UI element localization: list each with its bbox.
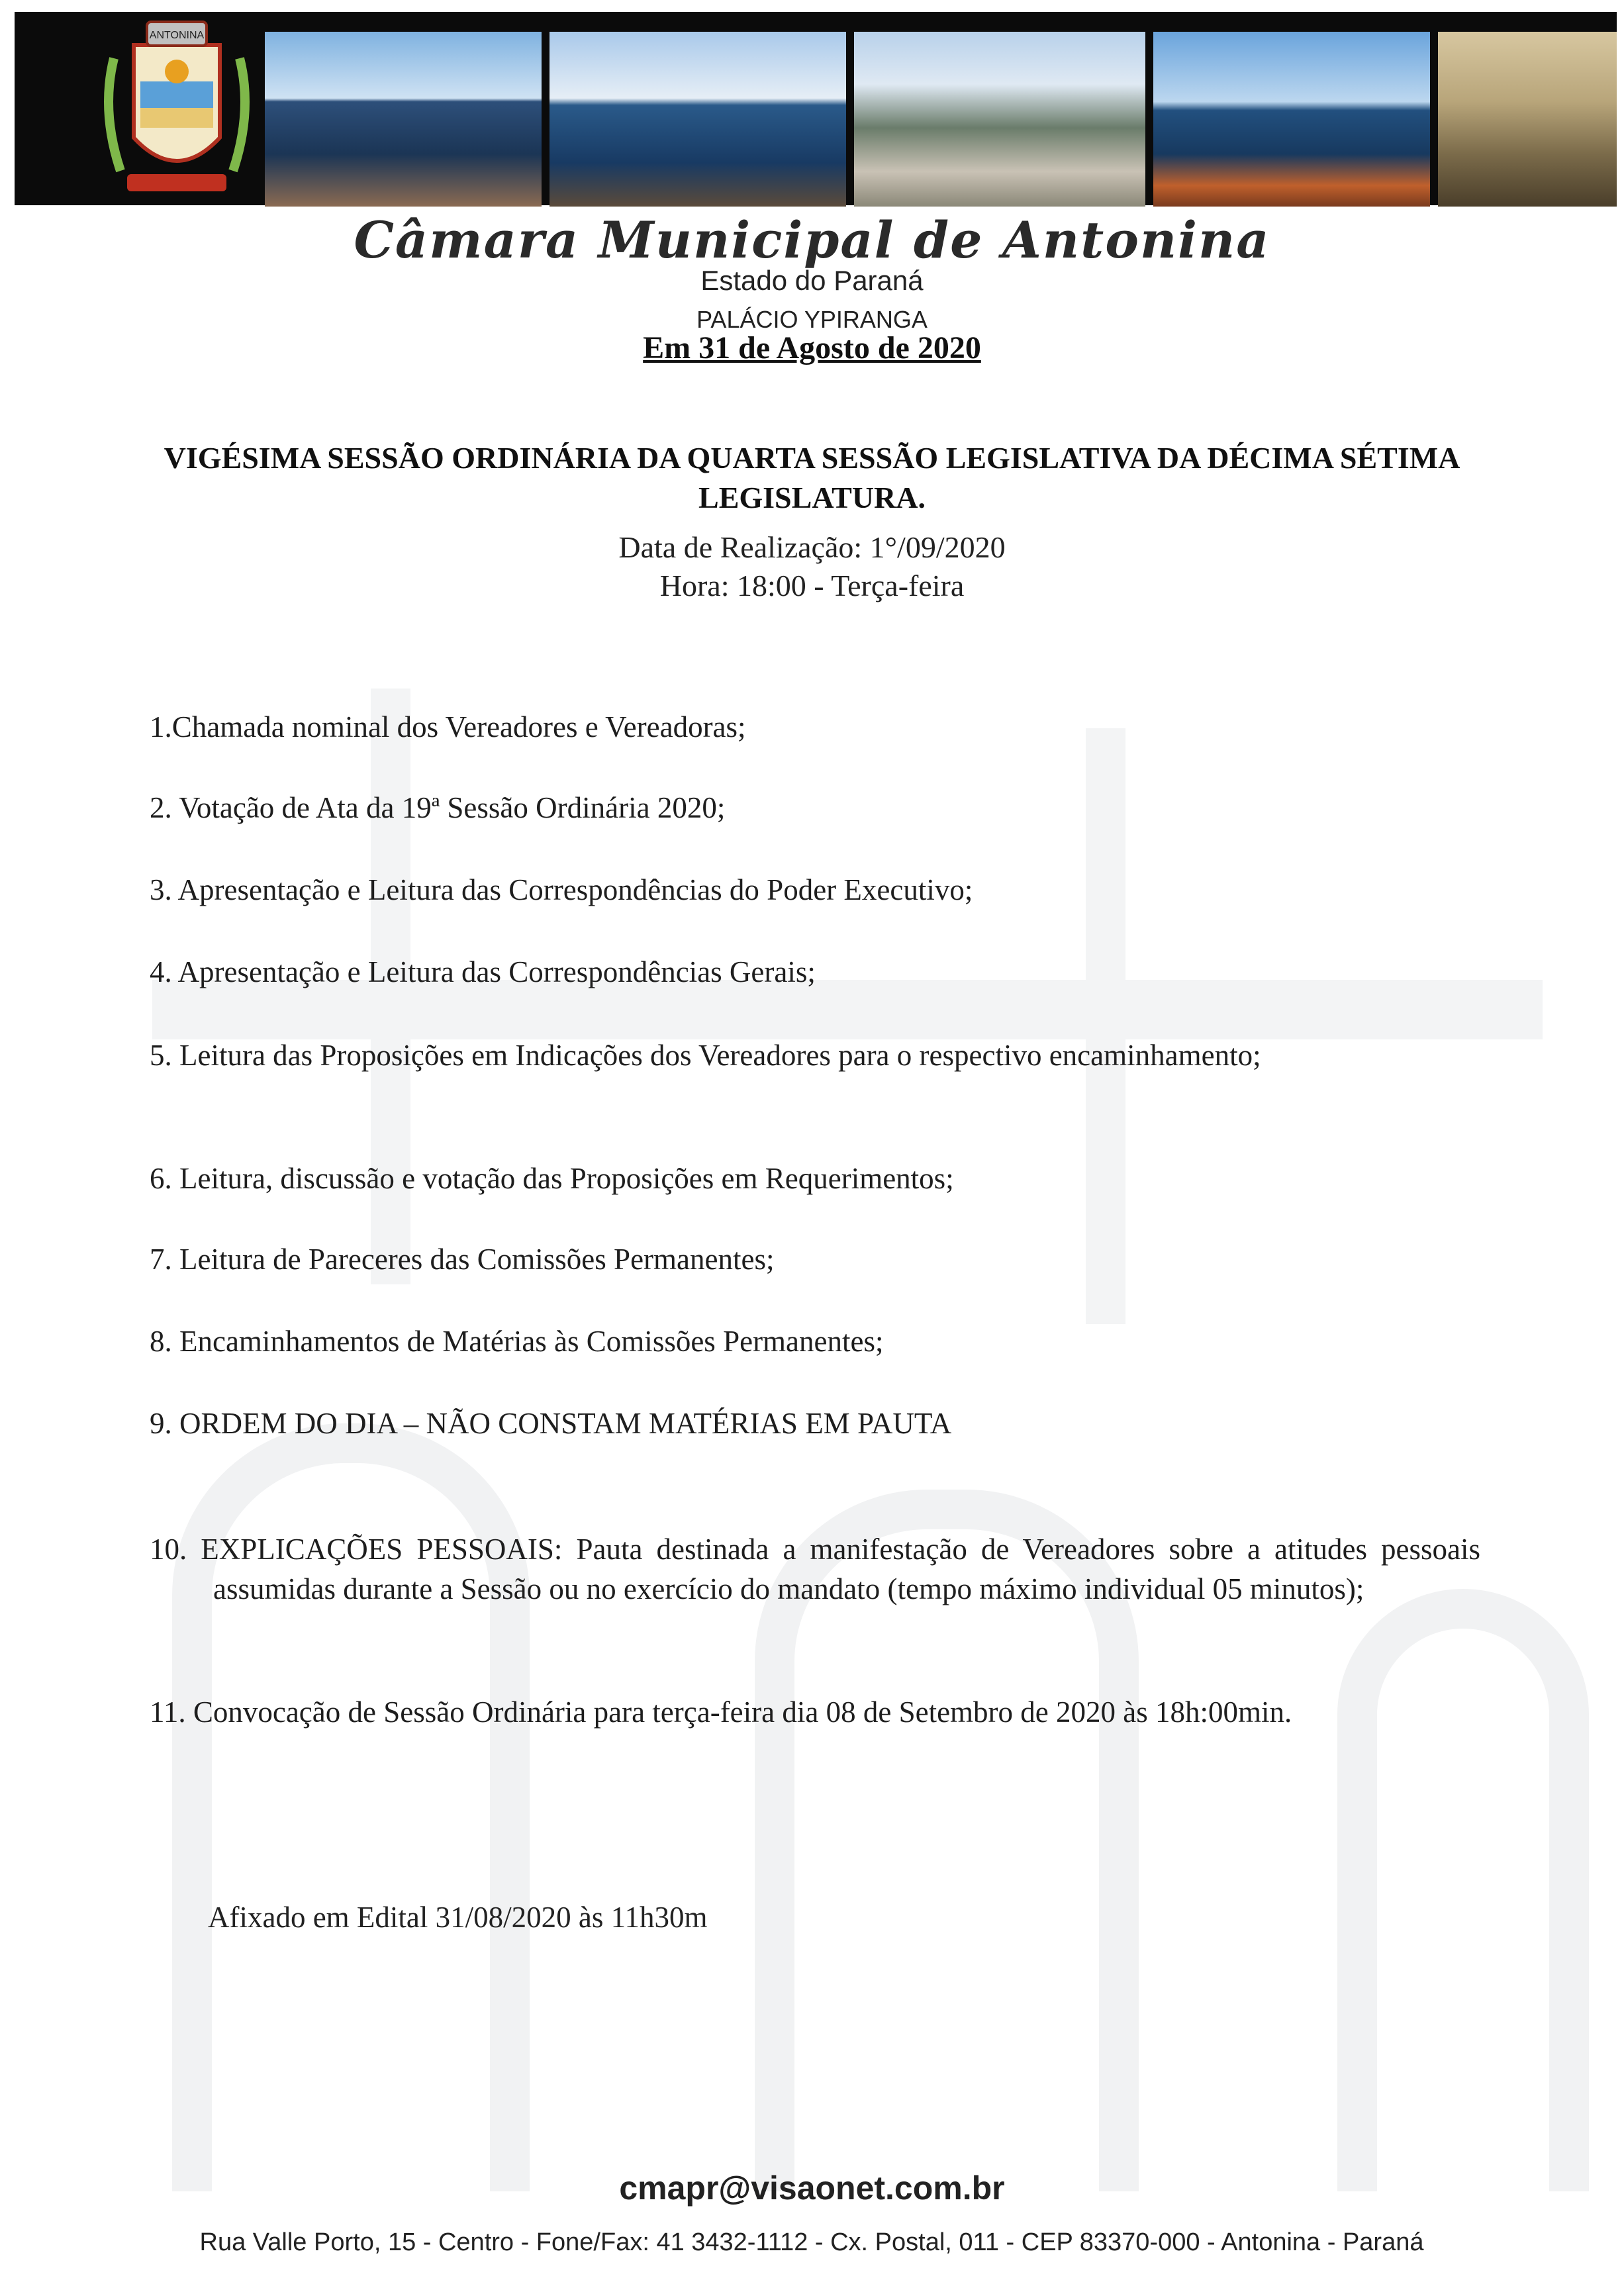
- crest-lettering: ANTONINA: [149, 30, 205, 41]
- agenda-item-3: 3. Apresentação e Leitura das Correspondências do Poder Executivo;: [150, 873, 973, 906]
- agenda-item-1: 1.Chamada nominal dos Vereadores e Vereadoras;: [150, 710, 746, 743]
- agenda-item-6: 6. Leitura, discussão e votação das Proposições em Requerimentos;: [150, 1162, 954, 1195]
- bay-photo-1: [265, 32, 542, 207]
- footer-email: cmapr@visaonet.com.br: [619, 2169, 1005, 2207]
- building-name: PALÁCIO YPIRANGA: [696, 306, 928, 333]
- document-date: Em 31 de Agosto de 2020: [643, 330, 981, 365]
- institution-name: Câmara Municipal de Antonina: [354, 211, 1270, 269]
- bay-photo-2: [549, 32, 846, 207]
- session-date: Data de Realização: 1°/09/2020: [618, 530, 1006, 564]
- agenda-item-10: 10. EXPLICAÇÕES PESSOAIS: Pauta destinada a manifestação de Vereadores sobre a atitudes pessoais assumidas durante a Sessão ou no exercício do mandato (tempo máximo individual 05 minutos);: [150, 1533, 1480, 1605]
- agenda-item-11: 11. Convocação de Sessão Ordinária para terça-feira dia 08 de Setembro de 2020 às 18h:00min.: [150, 1695, 1292, 1729]
- agenda-item-4: 4. Apresentação e Leitura das Correspondências Gerais;: [150, 955, 816, 988]
- promenade-photo: [854, 32, 1145, 207]
- footer-address: Rua Valle Porto, 15 - Centro - Fone/Fax: 41 3432-1112 - Cx. Postal, 011 - CEP 83370-000 - Antonina - Paraná: [199, 2228, 1424, 2256]
- bay-photo-3: [1153, 32, 1430, 207]
- arches-photo: [1438, 32, 1617, 207]
- agenda-item-9: 9. ORDEM DO DIA – NÃO CONSTAM MATÉRIAS EM PAUTA: [150, 1407, 952, 1440]
- agenda-item-8: 8. Encaminhamentos de Matérias às Comissões Permanentes;: [150, 1325, 884, 1358]
- agenda-item-5: 5. Leitura das Proposições em Indicações dos Vereadores para o respectivo encaminhamento;: [150, 1039, 1261, 1072]
- state-name: Estado do Paraná: [700, 265, 924, 296]
- agenda-item-2: 2. Votação de Ata da 19ª Sessão Ordinária 2020;: [150, 791, 726, 824]
- header-banner: [15, 12, 1617, 205]
- municipal-coat-of-arms-icon: [94, 19, 260, 204]
- posting-note: Afixado em Edital 31/08/2020 às 11h30m: [208, 1901, 708, 1934]
- agenda-item-7: 7. Leitura de Pareceres das Comissões Permanentes;: [150, 1243, 775, 1276]
- session-title: VIGÉSIMA SESSÃO ORDINÁRIA DA QUARTA SESSÃO LEGISLATIVA DA DÉCIMA SÉTIMA LEGISLATURA.: [164, 441, 1460, 514]
- session-time: Hora: 18:00 - Terça-feira: [659, 569, 965, 602]
